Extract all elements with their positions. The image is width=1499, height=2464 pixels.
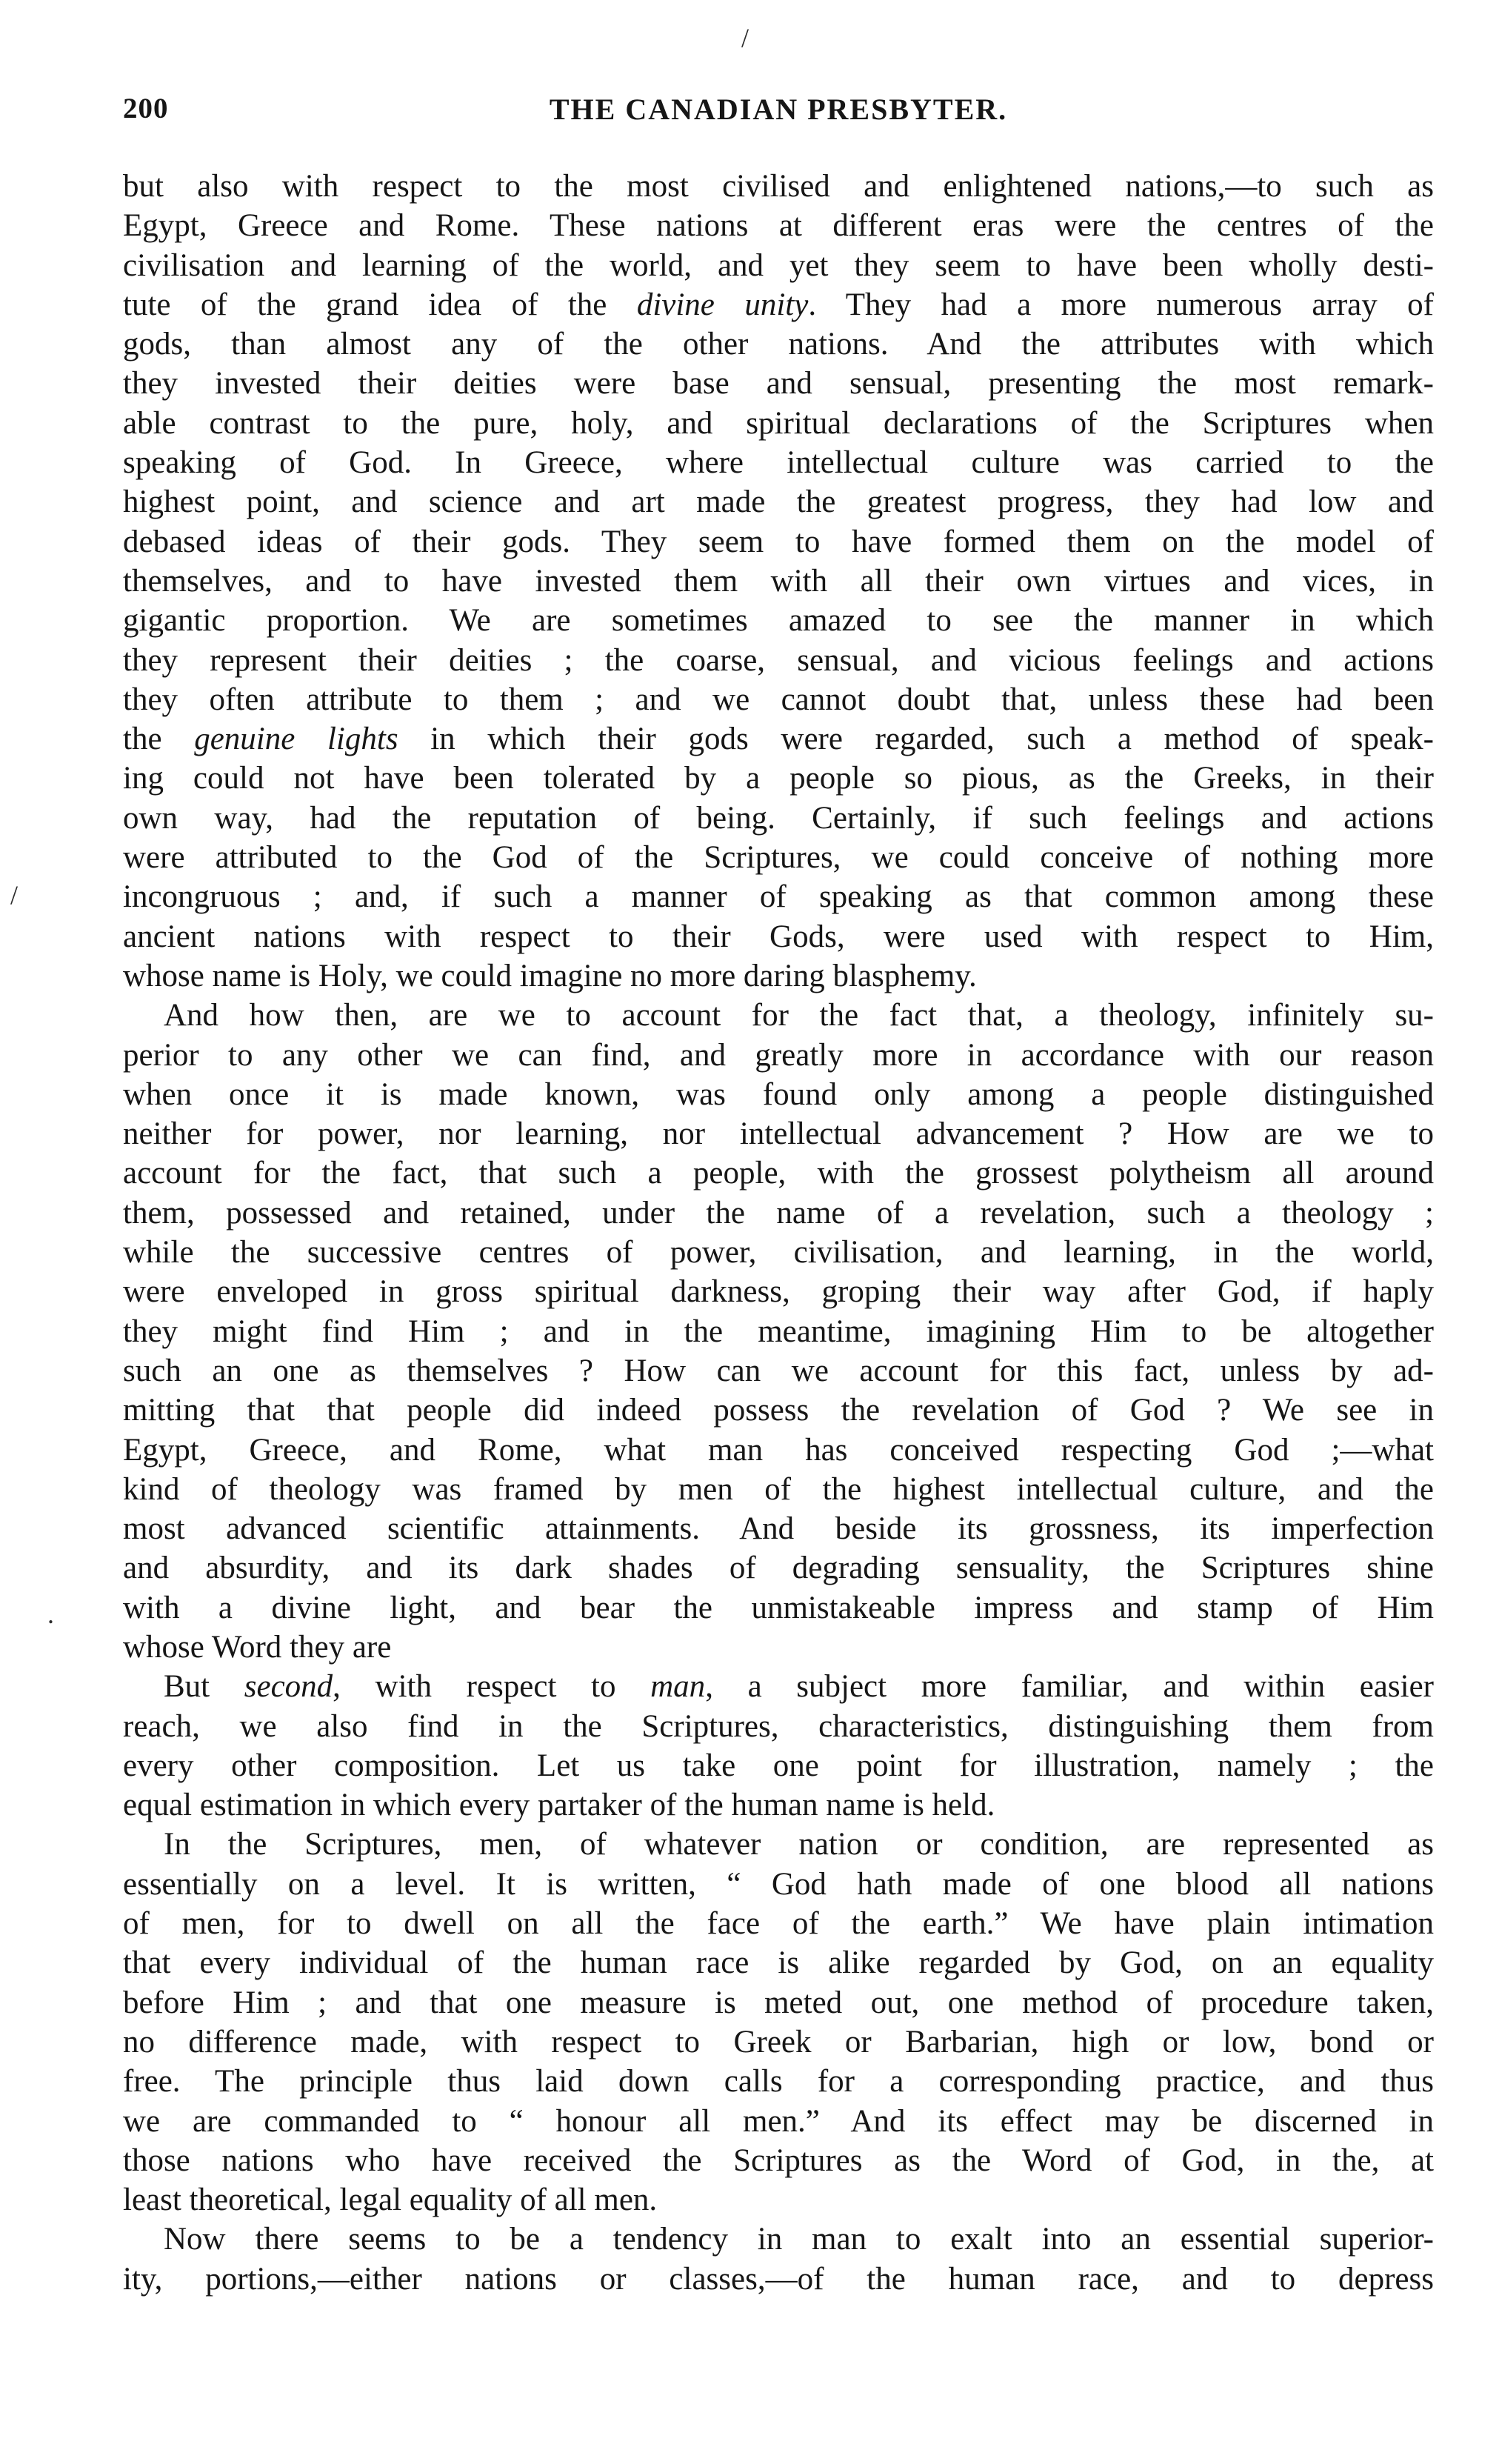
- text-line: essentially on a level. It is written, “ God hath made of one blood all nations: [123, 1866, 1434, 1902]
- text-line: account for the fact, that such a people, with the grossest polytheism all around: [123, 1156, 1434, 1191]
- margin-slash-top: /: [741, 23, 750, 53]
- text-line: them, possessed and retained, under the name of a revelation, such a theology ;: [123, 1195, 1434, 1231]
- text-line: those nations who have received the Scriptures as the Word of God, in the, at: [123, 2142, 1434, 2178]
- text-line: but also with respect to the most civilised and enlightened nations,—to such as: [123, 169, 1434, 204]
- text-line: were enveloped in gross spiritual darkness, groping their way after God, if haply: [123, 1274, 1434, 1310]
- margin-dot-left: .: [47, 1599, 54, 1629]
- text-line: reach, we also find in the Scriptures, characteristics, distinguishing them from: [123, 1708, 1434, 1744]
- text-line: highest point, and science and art made the greatest progress, they had low and: [123, 485, 1434, 520]
- text-line: the genuine lights in which their gods were regarded, such a method of speak-: [123, 722, 1434, 757]
- text-line: when once it is made known, was found only among a people distinguished: [123, 1076, 1434, 1112]
- text-line: we are commanded to “ honour all men.” And its effect may be discerned in: [123, 2103, 1434, 2139]
- text-line: kind of theology was framed by men of the highest intellectual culture, and the: [123, 1471, 1434, 1507]
- text-line: tute of the grand idea of the divine unity. They had a more numerous array of: [123, 287, 1434, 322]
- text-line: no difference made, with respect to Greek or Barbarian, high or low, bond or: [123, 2024, 1434, 2060]
- text-line: perior to any other we can find, and greatly more in accordance with our reason: [123, 1037, 1434, 1073]
- margin-slash-left: /: [10, 880, 19, 910]
- text-line: that every individual of the human race is alike regarded by God, on an equality: [123, 1945, 1434, 1981]
- running-title: THE CANADIAN PRESBYTER.: [549, 93, 1008, 126]
- text-line: neither for power, nor learning, nor intellectual advancement ? How are we to: [123, 1116, 1434, 1152]
- text-line: were attributed to the God of the Scriptures, we could conceive of nothing more: [123, 840, 1434, 876]
- text-line: incongruous ; and, if such a manner of speaking as that common among these: [123, 879, 1434, 915]
- text-line: equal estimation in which every partaker of the human name is held.: [123, 1788, 995, 1823]
- text-line: ity, portions,—either nations or classes,—of the human race, and to depress: [123, 2261, 1434, 2297]
- text-line: Now there seems to be a tendency in man to exalt into an essential superior-: [164, 2222, 1434, 2257]
- page-header: [123, 87, 1434, 132]
- text-line: they represent their deities ; the coarse, sensual, and vicious feelings and actions: [123, 642, 1434, 678]
- text-line: And how then, are we to account for the fact that, a theology, infinitely su-: [164, 998, 1434, 1033]
- text-line: most advanced scientific attainments. And beside its grossness, its imperfection: [123, 1511, 1434, 1547]
- text-line: themselves, and to have invested them with all their own virtues and vices, in: [123, 563, 1434, 599]
- text-line: and absurdity, and its dark shades of degrading sensuality, the Scriptures shine: [123, 1551, 1434, 1586]
- text-line: while the successive centres of power, civilisation, and learning, in the world,: [123, 1235, 1434, 1271]
- text-line: ancient nations with respect to their Gods, were used with respect to Him,: [123, 919, 1434, 954]
- text-line: of men, for to dwell on all the face of the earth.” We have plain intimation: [123, 1906, 1434, 1942]
- text-line: they often attribute to them ; and we cannot doubt that, unless these had been: [123, 682, 1434, 717]
- text-line: they invested their deities were base and sensual, presenting the most remark-: [123, 366, 1434, 402]
- text-line: In the Scriptures, men, of whatever nation or condition, are represented as: [164, 1827, 1434, 1862]
- text-line: whose name is Holy, we could imagine no more daring blasphemy.: [123, 958, 977, 993]
- text-line: But second, with respect to man, a subject more familiar, and within easier: [164, 1669, 1434, 1705]
- page-number: 200: [123, 93, 169, 124]
- text-line: least theoretical, legal equality of all men.: [123, 2182, 658, 2218]
- text-line: Egypt, Greece and Rome. These nations at different eras were the centres of the: [123, 208, 1434, 244]
- text-line: gigantic proportion. We are sometimes amazed to see the manner in which: [123, 603, 1434, 639]
- text-line: such an one as themselves ? How can we account for this fact, unless by ad-: [123, 1353, 1434, 1388]
- text-line: whose Word they are: [123, 1629, 392, 1665]
- text-line: they might find Him ; and in the meantime, imagining Him to be altogether: [123, 1313, 1434, 1349]
- text-line: with a divine light, and bear the unmistakeable impress and stamp of Him: [123, 1590, 1434, 1625]
- text-line: able contrast to the pure, holy, and spiritual declarations of the Scriptures when: [123, 405, 1434, 441]
- text-line: speaking of God. In Greece, where intellectual culture was carried to the: [123, 445, 1434, 481]
- text-line: Egypt, Greece, and Rome, what man has conceived respecting God ;—what: [123, 1432, 1434, 1468]
- text-line: before Him ; and that one measure is meted out, one method of procedure taken,: [123, 1985, 1434, 2020]
- text-line: gods, than almost any of the other nations. And the attributes with which: [123, 327, 1434, 362]
- text-line: mitting that that people did indeed possess the revelation of God ? We see in: [123, 1393, 1434, 1428]
- text-line: ing could not have been tolerated by a people so pious, as the Greeks, in their: [123, 761, 1434, 796]
- text-line: every other composition. Let us take one point for illustration, namely ; the: [123, 1748, 1434, 1783]
- text-line: civilisation and learning of the world, and yet they seem to have been wholly desti-: [123, 247, 1434, 283]
- text-line: free. The principle thus laid down calls for a corresponding practice, and thus: [123, 2064, 1434, 2100]
- text-line: own way, had the reputation of being. Certainly, if such feelings and actions: [123, 800, 1434, 836]
- body-text: [123, 167, 1434, 2299]
- text-line: debased ideas of their gods. They seem to have formed them on the model of: [123, 524, 1434, 559]
